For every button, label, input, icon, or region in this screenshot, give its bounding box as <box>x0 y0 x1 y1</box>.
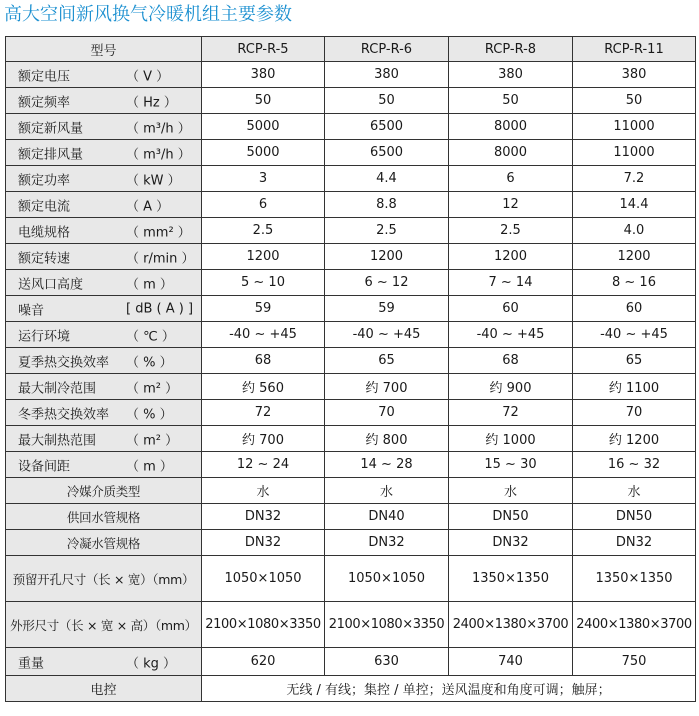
param-cell <box>6 140 202 166</box>
param-name: 预留开孔尺寸（长 × 宽）（mm） <box>12 571 195 587</box>
table-row <box>6 602 696 648</box>
value-cell: 8000 <box>449 114 573 140</box>
value-cell: 5000 <box>202 114 325 140</box>
param-name: 额定电流 <box>18 199 71 214</box>
value-cell: 72 <box>202 400 325 426</box>
value-cell: 12 ~ 24 <box>202 452 325 478</box>
value-cell: DN40 <box>325 504 449 530</box>
value-cell: 50 <box>202 88 325 114</box>
param-cell <box>6 114 202 140</box>
value-cell: 65 <box>325 348 449 374</box>
value-cell: 水 <box>202 478 325 504</box>
param-name: 冬季热交换效率 <box>18 407 110 422</box>
value-cell: 8 ~ 16 <box>573 270 696 296</box>
param-unit: （ m² ） <box>126 381 179 396</box>
value-cell: 740 <box>449 648 573 676</box>
value-cell: 50 <box>325 88 449 114</box>
param-cell <box>6 530 202 556</box>
value-cell: 1200 <box>449 244 573 270</box>
table-row <box>6 530 696 556</box>
control-value: 无线 / 有线；集控 / 单控；送风温度和角度可调；触屏； <box>202 676 696 702</box>
param-cell <box>6 556 202 602</box>
param-cell <box>6 166 202 192</box>
spec-table <box>5 36 696 702</box>
value-cell: 2100×1080×3350 <box>202 602 325 648</box>
table-row <box>6 218 696 244</box>
value-cell: 5000 <box>202 140 325 166</box>
param-name: 送风口高度 <box>18 277 84 292</box>
param-name: 额定新风量 <box>18 121 84 136</box>
value-cell: 68 <box>449 348 573 374</box>
param-unit: （ m³/h ） <box>126 147 191 162</box>
value-cell: 6 ~ 12 <box>325 270 449 296</box>
param-cell <box>6 244 202 270</box>
param-name: 额定电压 <box>18 69 71 84</box>
table-row <box>6 452 696 478</box>
table-row <box>6 270 696 296</box>
value-cell: 380 <box>573 62 696 88</box>
param-name: 设备间距 <box>18 459 71 474</box>
value-cell: 约 1100 <box>573 374 696 400</box>
value-cell: 8.8 <box>325 192 449 218</box>
value-cell: 630 <box>325 648 449 676</box>
value-cell: 15 ~ 30 <box>449 452 573 478</box>
value-cell: 14.4 <box>573 192 696 218</box>
param-unit: （ V ） <box>126 69 170 84</box>
param-cell <box>6 88 202 114</box>
value-cell: 7.2 <box>573 166 696 192</box>
value-cell: 6500 <box>325 140 449 166</box>
value-cell: 50 <box>573 88 696 114</box>
value-cell: 14 ~ 28 <box>325 452 449 478</box>
value-cell: 约 700 <box>202 426 325 452</box>
param-cell <box>6 192 202 218</box>
table-row <box>6 322 696 348</box>
value-cell: 3 <box>202 166 325 192</box>
value-cell: 380 <box>202 62 325 88</box>
value-cell: 约 560 <box>202 374 325 400</box>
param-name: 冷媒介质类型 <box>66 483 141 499</box>
value-cell: 1200 <box>325 244 449 270</box>
param-name: 额定排风量 <box>18 147 84 162</box>
value-cell: DN32 <box>573 530 696 556</box>
value-cell: 11000 <box>573 140 696 166</box>
param-unit: （ m ） <box>126 459 173 474</box>
value-cell: 65 <box>573 348 696 374</box>
header-row <box>6 37 696 62</box>
header-model-label: 型号 <box>6 37 202 62</box>
param-cell <box>6 426 202 452</box>
value-cell: 60 <box>573 296 696 322</box>
value-cell: 水 <box>449 478 573 504</box>
param-unit: （ kg ） <box>126 656 177 671</box>
param-unit: （ Hz ） <box>126 95 177 110</box>
header-model: RCP-R-6 <box>325 37 449 62</box>
param-unit: （ m³/h ） <box>126 121 191 136</box>
value-cell: 6 <box>449 166 573 192</box>
param-cell <box>6 400 202 426</box>
value-cell: 约 800 <box>325 426 449 452</box>
value-cell: 约 700 <box>325 374 449 400</box>
value-cell: 2400×1380×3700 <box>449 602 573 648</box>
control-label: 电控 <box>6 676 202 702</box>
value-cell: 68 <box>202 348 325 374</box>
param-cell <box>6 452 202 478</box>
value-cell: DN50 <box>573 504 696 530</box>
table-row <box>6 114 696 140</box>
value-cell: 12 <box>449 192 573 218</box>
table-row <box>6 88 696 114</box>
value-cell: 60 <box>449 296 573 322</box>
value-cell: 6 <box>202 192 325 218</box>
value-cell: 6500 <box>325 114 449 140</box>
value-cell: 59 <box>325 296 449 322</box>
value-cell: DN50 <box>449 504 573 530</box>
param-unit: （ kW ） <box>126 173 181 188</box>
value-cell: -40 ~ +45 <box>449 322 573 348</box>
value-cell: 2.5 <box>325 218 449 244</box>
param-name: 运行环境 <box>18 329 71 344</box>
param-cell <box>6 648 202 676</box>
value-cell: 16 ~ 32 <box>573 452 696 478</box>
param-name: 冷凝水管规格 <box>66 535 141 551</box>
param-name: 额定转速 <box>18 251 71 266</box>
param-unit: （ ℃ ） <box>126 329 175 344</box>
param-name: 最大制热范围 <box>18 433 97 448</box>
value-cell: 380 <box>449 62 573 88</box>
value-cell: DN32 <box>202 530 325 556</box>
value-cell: 59 <box>202 296 325 322</box>
param-name: 供回水管规格 <box>66 509 141 525</box>
value-cell: 2.5 <box>449 218 573 244</box>
value-cell: 约 1000 <box>449 426 573 452</box>
value-cell: -40 ~ +45 <box>202 322 325 348</box>
table-row <box>6 504 696 530</box>
param-unit: [ dB ( A ) ] <box>126 301 194 316</box>
table-row <box>6 478 696 504</box>
value-cell: 1350×1350 <box>573 556 696 602</box>
value-cell: 750 <box>573 648 696 676</box>
value-cell: 水 <box>325 478 449 504</box>
value-cell: 380 <box>325 62 449 88</box>
value-cell: 4.4 <box>325 166 449 192</box>
value-cell: DN32 <box>202 504 325 530</box>
param-unit: （ % ） <box>126 355 173 370</box>
page-title: 高大空间新风换气冷暖机组主要参数 <box>4 4 292 25</box>
table-row <box>6 140 696 166</box>
value-cell: 5 ~ 10 <box>202 270 325 296</box>
control-row <box>6 676 696 702</box>
table-row <box>6 400 696 426</box>
header-model: RCP-R-8 <box>449 37 573 62</box>
value-cell: 72 <box>449 400 573 426</box>
param-unit: （ r/min ） <box>126 251 195 266</box>
param-cell <box>6 478 202 504</box>
table-row <box>6 296 696 322</box>
value-cell: 2100×1080×3350 <box>325 602 449 648</box>
value-cell: 1200 <box>202 244 325 270</box>
table-row <box>6 192 696 218</box>
value-cell: 1050×1050 <box>202 556 325 602</box>
param-name: 重量 <box>18 656 45 671</box>
param-cell <box>6 218 202 244</box>
value-cell: 8000 <box>449 140 573 166</box>
value-cell: 1050×1050 <box>325 556 449 602</box>
param-unit: （ m ） <box>126 277 173 292</box>
table-row <box>6 374 696 400</box>
table-row <box>6 648 696 676</box>
param-unit: （ m² ） <box>126 433 179 448</box>
value-cell: 约 1200 <box>573 426 696 452</box>
value-cell: 2.5 <box>202 218 325 244</box>
param-cell <box>6 602 202 648</box>
value-cell: -40 ~ +45 <box>573 322 696 348</box>
table-row <box>6 62 696 88</box>
param-unit: （ % ） <box>126 407 173 422</box>
param-name: 最大制冷范围 <box>18 381 97 396</box>
table-row <box>6 166 696 192</box>
table-row <box>6 348 696 374</box>
param-name: 夏季热交换效率 <box>18 355 110 370</box>
param-cell <box>6 322 202 348</box>
value-cell: 11000 <box>573 114 696 140</box>
value-cell: 7 ~ 14 <box>449 270 573 296</box>
value-cell: 70 <box>325 400 449 426</box>
value-cell: 620 <box>202 648 325 676</box>
value-cell: 70 <box>573 400 696 426</box>
value-cell: 2400×1380×3700 <box>573 602 696 648</box>
value-cell: 约 900 <box>449 374 573 400</box>
table-row <box>6 556 696 602</box>
param-cell <box>6 296 202 322</box>
param-unit: （ mm² ） <box>126 225 191 240</box>
value-cell: DN32 <box>449 530 573 556</box>
param-cell <box>6 504 202 530</box>
param-cell <box>6 374 202 400</box>
value-cell: 50 <box>449 88 573 114</box>
value-cell: 4.0 <box>573 218 696 244</box>
param-name: 电缆规格 <box>18 225 71 240</box>
param-name: 外形尺寸（长 × 宽 × 高）（mm） <box>10 617 197 633</box>
value-cell: 1200 <box>573 244 696 270</box>
value-cell: 水 <box>573 478 696 504</box>
param-cell <box>6 62 202 88</box>
param-name: 额定频率 <box>18 95 71 110</box>
table-row <box>6 244 696 270</box>
param-name: 噪音 <box>18 303 45 318</box>
table-row <box>6 426 696 452</box>
param-cell <box>6 348 202 374</box>
value-cell: -40 ~ +45 <box>325 322 449 348</box>
value-cell: DN32 <box>325 530 449 556</box>
value-cell: 1350×1350 <box>449 556 573 602</box>
header-model: RCP-R-11 <box>573 37 696 62</box>
param-unit: （ A ） <box>126 199 170 214</box>
param-cell <box>6 270 202 296</box>
header-model: RCP-R-5 <box>202 37 325 62</box>
param-name: 额定功率 <box>18 173 71 188</box>
